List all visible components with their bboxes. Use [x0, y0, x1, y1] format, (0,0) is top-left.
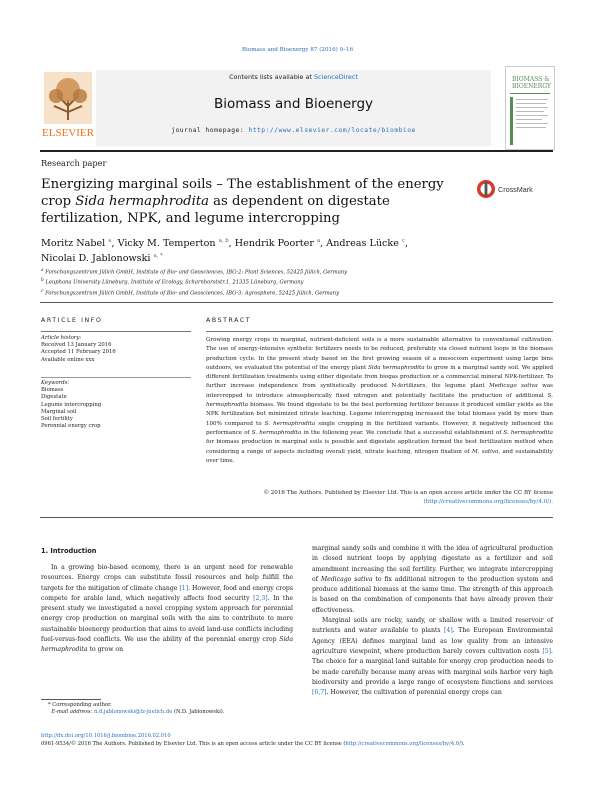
article-info-heading: ARTICLE INFO	[41, 317, 103, 324]
copyright-line: 0961-9534/© 2016 The Authors. Published by Elsevier Ltd. This is an open access article under the CC BY license (http://creativecommons.org/licenses/by/4.0/).	[41, 741, 465, 747]
doi-link[interactable]: http://dx.doi.org/10.1016/j.biombioe.2016.02.010	[41, 733, 171, 739]
elsevier-wordmark: ELSEVIER	[42, 127, 94, 139]
crossmark-label: CrossMark	[498, 185, 533, 194]
crossmark-badge[interactable]	[476, 178, 540, 200]
crossmark-icon	[476, 178, 540, 200]
online-date: Available online xxx	[41, 356, 95, 363]
intro-right-column: marginal sandy soils and combine it with the idea of agricultural production in closed nutrient loops by applying digestate as a fertilizer and soil amendment increasing the soil fertility. Further, we integrate intercropping of Medicago sativa to fix additional nitrogen to the production system and produce additional biomass at the same time. The strength of this approach is based on the combination of components that have already proven their effectiveness. Marginal soils are rocky, sandy, or shallow with a limited reservoir of nutrients and water available to plants [4]. The European Environmental Agency (EEA) defines marginal land as low quality from an intensive agriculture viewpoint, where production barely covers cultivation costs [5]. The choice for a marginal land suitable for energy crop production needs to be made carefully because many areas with marginal soils harbor very high biodiversity and provide a large range of ecosystem functions and services [6,7]. However, the cultivation of perennial energy crops can	[312, 545, 554, 697]
article-history	[41, 335, 191, 364]
affiliation-text: Forschungszentrum Jülich GmbH, Institute of Bio- and Geosciences, IBG-3: Agrosphere, 52425 Jülich, Germany	[45, 290, 340, 297]
affiliation-text: Leuphana University Lüneburg, Institute of Ecology, Scharnhorststr.1, 21335 Lüneburg, Germany	[45, 280, 304, 287]
affiliation-sup: b	[41, 278, 44, 284]
footnote-rule	[41, 699, 101, 700]
contents-prefix: Contents lists available at	[229, 73, 312, 81]
citation-link[interactable]: [4]	[444, 627, 453, 635]
citation-link[interactable]: [1]	[179, 584, 189, 592]
author-sup[interactable]: a, *	[153, 252, 163, 259]
sciencedirect-link[interactable]: ScienceDirect	[313, 73, 358, 81]
affiliations-divider	[40, 302, 553, 303]
email-label: E-mail address:	[51, 709, 93, 716]
keyword-item: Soil fertility	[41, 416, 73, 423]
accepted-date: Accepted 11 February 2016	[41, 349, 116, 356]
article-title	[41, 176, 461, 227]
affiliation-item	[41, 267, 541, 277]
homepage-link[interactable]: http://www.elsevier.com/locate/biombioe	[248, 127, 416, 134]
author-name[interactable]: Nicolai D. Jablonowski	[41, 253, 151, 264]
homepage-prefix: journal homepage:	[171, 127, 245, 134]
email-name: (N.D. Jablonowski).	[173, 709, 225, 716]
keyword-item: Digestate	[41, 394, 67, 401]
corresponding-label: Corresponding author.	[52, 702, 112, 708]
elsevier-tree-icon	[40, 70, 96, 140]
author-sup[interactable]: a, b	[218, 237, 229, 244]
title-part2: as dependent on digestate fertilization, NPK, and legume intercropping	[41, 194, 390, 226]
affiliation-item	[41, 277, 541, 287]
citation-link[interactable]: [2,3]	[253, 594, 268, 602]
history-label: Article history:	[41, 335, 82, 341]
article-type: Research paper	[41, 158, 107, 168]
author-name[interactable]: Andreas Lücke	[326, 238, 399, 249]
header-divider	[40, 150, 553, 152]
keywords-label: Keywords:	[41, 380, 70, 386]
citation-link[interactable]: [5]	[542, 647, 552, 655]
author-name[interactable]: Vicky M. Temperton	[117, 238, 216, 249]
journal-reference[interactable]: Biomass and Bioenergy 87 (2016) 9–16	[241, 47, 354, 53]
affiliations	[41, 267, 541, 298]
email-link[interactable]: n.d.jablonowski@fz-juelich.de	[93, 709, 173, 716]
keyword-item: Perennial energy crop	[41, 423, 101, 430]
keywords-rule	[41, 377, 191, 378]
abstract-rule	[206, 331, 553, 332]
author-name[interactable]: Hendrik Poorter	[234, 238, 314, 249]
license-link[interactable]: (http://creativecommons.org/licenses/by/4.0/).	[423, 499, 553, 506]
title-italic: Sida hermaphrodita	[75, 194, 209, 209]
homepage-line	[96, 127, 491, 134]
introduction-heading: 1. Introduction	[41, 547, 97, 555]
copyright-license-link[interactable]: http://creativecommons.org/licenses/by/4.0/	[345, 741, 461, 747]
abstract-divider	[40, 517, 553, 518]
keyword-item: Biomass	[41, 387, 64, 394]
license-statement	[206, 489, 553, 508]
abstract-text: Growing energy crops in marginal, nutrient-deficient soils is a more sustainable alternative to conventional cultivation. The use of energy-intensive synthetic fertilizers needs to be reduced, preferably via closed nutrient loops in the biomass production cycle. In the present study based on the first growing season of a mesocosm experiment using large bins outdoors, we evaluated the potential of the energy plant Sida hermaphrodita to grow in a marginal sandy soil. We applied different fertilization treatments using either digestate from biogas production or a commercial mineral NPK-fertilizer. To further increase independence from synthetically produced N-fertilizers, the legume plant Medicago sativa was intercropped to introduce atmospherically fixed nitrogen and potentially facilitate the production of additional S. hermaphrodita biomass. We found digestate to be the best performing fertilizer because it produced similar yields as the NPK fertilization but minimized nitrate leaching. Legume intercropping increased the total biomass yield by more than 100% compared to S. hermaphrodita single cropping in the fertilized variants. However, it negatively influenced the performance of S. hermaphrodita in the following year. We conclude that a successful establishment of S. hermaphrodita for biomass production in marginal soils is possible and digestate application formed the best fertilization method when considering a range of aspects including overall yield, nitrate leaching, nitrogen fixation of M. sativa, and sustainability over time.	[206, 337, 554, 464]
intro-left-column: In a growing bio-based economy, there is an urgent need for renewable resources. Energy crops can substitute fossil resources and help fulfill the targets for the mitigation of climate change [1]. However, food and energy crops compete for arable land, which negatively affects food security [2,3]. In the present study we investigated a novel cropping system approach for perennial energy crop production on marginal soils with the aim to contribute to more sustainable bioenergy production that aims to avoid land-use conflicts including fuel-versus-food conflicts. We use the ability of the perennial energy crop Sida hermaphrodita to grow on	[41, 564, 294, 654]
keywords-list	[41, 380, 191, 430]
abstract-heading: ABSTRACT	[206, 317, 252, 324]
article-info-rule	[41, 331, 191, 332]
cover-title-line2: BIOENERGY	[512, 83, 551, 90]
citation-link[interactable]: [6,7]	[312, 689, 327, 697]
affiliation-text: Forschungszentrum Jülich GmbH, Institute of Bio- and Geosciences, IBG-2: Plant Sciences, 52425 Jülich, Germany	[45, 269, 348, 276]
title-part1: Energizing marginal soils – The establishment of the energy crop	[41, 177, 444, 209]
license-text: © 2016 The Authors. Published by Elsevier Ltd. This is an open access article under the CC BY license	[263, 490, 553, 496]
author-sup[interactable]: a	[108, 237, 112, 244]
received-date: Received 13 January 2016	[41, 342, 112, 349]
affiliation-item	[41, 288, 541, 298]
journal-cover-image	[505, 66, 555, 150]
corresponding-author-footnote: * Corresponding author. E-mail address: n.d.jablonowski@fz-juelich.de (N.D. Jablonowski).	[48, 702, 225, 716]
author-list: Moritz Nabel $^a$, Vicky M. Temperton $^{a, b}$, Hendrik Poorter $^a$, Andreas Lücke $^c$, Nicolai D. Jablonowski $^{a, *}$	[41, 237, 408, 264]
author-name[interactable]: Moritz Nabel	[41, 238, 106, 249]
cover-title-line1: BIOMASS &	[512, 76, 550, 83]
author-sup[interactable]: c	[401, 237, 405, 244]
author-sup[interactable]: a	[317, 237, 321, 244]
keyword-item: Marginal soil	[41, 408, 77, 415]
keyword-item: Legume intercropping	[41, 401, 102, 408]
cover-thumbnail-icon	[506, 67, 554, 149]
journal-title: Biomass and Bioenergy	[213, 96, 374, 112]
contents-line	[96, 73, 491, 81]
affiliation-sup: a	[41, 268, 44, 273]
affiliation-sup: c	[41, 288, 44, 294]
elsevier-logo	[40, 70, 96, 140]
